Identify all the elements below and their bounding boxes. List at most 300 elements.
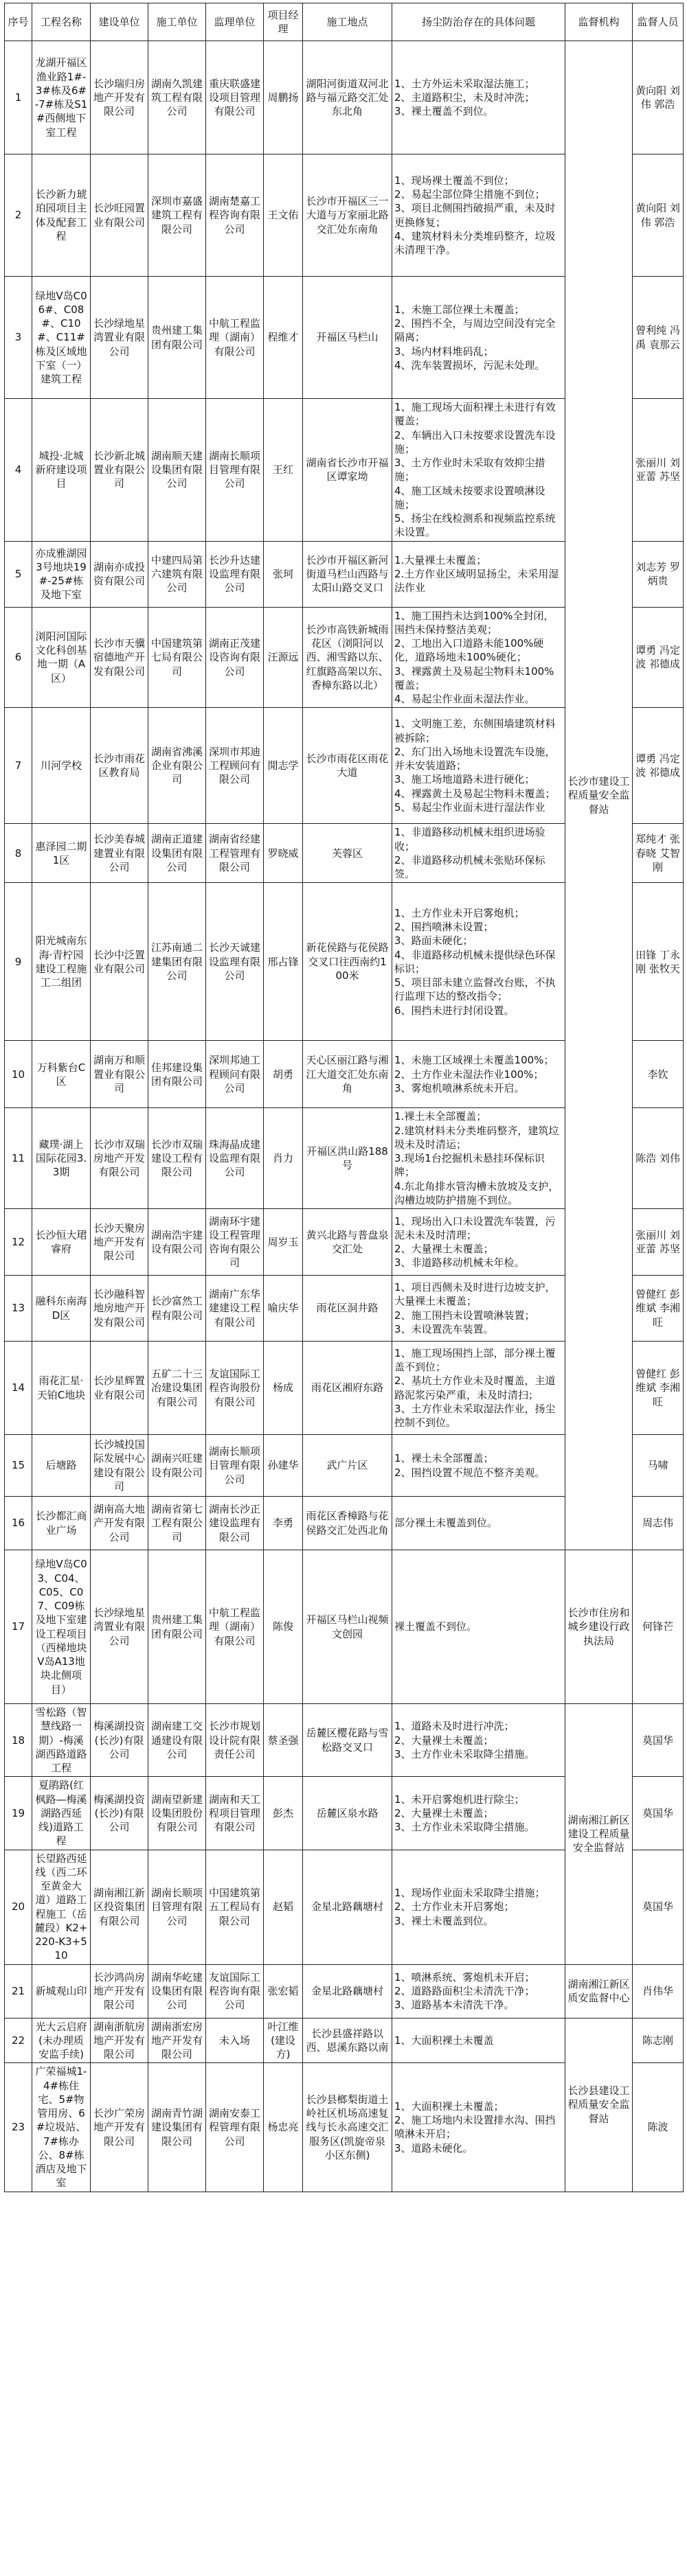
issue-item: 1.裸土未全部覆盖； <box>394 1110 487 1123</box>
supervisors: 肖伟华 <box>633 1964 684 2018</box>
supervision-agency: 湖南湘江新区建设工程质量安全监督站 <box>565 1704 633 1965</box>
builder-unit: 长沙中泛置业有限公司 <box>91 883 148 1041</box>
col-header-builder: 建设单位 <box>91 3 148 41</box>
construction-unit: 湖南省沸溪企业有限公司 <box>148 708 206 824</box>
project-name: 城投·北城新府建设项目 <box>32 399 91 542</box>
issue-item: 1、施工现场围挡上部，部分裸土覆盖不到位； <box>394 1346 556 1373</box>
supervisors: 曾利纯 冯禹 袁那云 <box>633 277 684 399</box>
dust-issues <box>392 41 565 154</box>
project-manager: 周鹏扬 <box>264 41 303 154</box>
issue-item: 3、土方作业未采取湿法作业，扬尘控制不到位。 <box>394 1402 556 1429</box>
row-number: 8 <box>5 824 32 883</box>
supervisors: 陈波 <box>633 2063 684 2192</box>
issue-item: 1、非道路移动机械未组织进场验收； <box>394 826 545 853</box>
builder-unit: 湖南湘江新区投资集团有限公司 <box>91 1850 148 1964</box>
dust-issues <box>392 2018 565 2063</box>
supervision-unit: 湖南长顺项目管理有限公司 <box>206 1435 264 1497</box>
issue-item: 1、道路未及时进行冲洗； <box>394 1720 515 1733</box>
construction-unit: 江苏南通二建集团有限公司 <box>148 883 206 1041</box>
supervision-unit: 长沙天诚建设监理有限公司 <box>206 883 264 1041</box>
construction-unit: 深圳市嘉盛建筑工程有限公司 <box>148 154 206 277</box>
issue-item: 1、未施工区域裸土未覆盖100%； <box>394 1054 554 1067</box>
issue-item: 3、场内材料堆码乱； <box>394 345 494 358</box>
supervisors: 莫国华 <box>633 1777 684 1850</box>
supervision-unit: 中航工程监理（湖南）有限公司 <box>206 277 264 399</box>
row-number: 15 <box>5 1435 32 1497</box>
inspection-table-container <box>4 3 683 2192</box>
dust-issues <box>392 1108 565 1209</box>
row-number: 19 <box>5 1777 32 1850</box>
issue-item: 2、围挡喷淋未设置； <box>394 921 494 933</box>
dust-issues <box>392 1550 565 1704</box>
builder-unit: 长沙旺园置业有限公司 <box>91 154 148 277</box>
project-manager: 王文佑 <box>264 154 303 277</box>
builder-unit: 长沙美春城建置业有限公司 <box>91 824 148 883</box>
construction-unit: 长沙市双瑞建设工程有限公司 <box>148 1108 206 1209</box>
issue-item: 4、易起尘作业面未湿法作业。 <box>394 693 535 705</box>
construction-unit: 中国建筑第七局有限公司 <box>148 607 206 708</box>
issue-item: 2、基坑土方作业未及时覆盖，主道路泥浆污染严重，未及时清扫； <box>394 1375 556 1401</box>
dust-issues <box>392 1777 565 1850</box>
construction-unit: 湖南浩宇建设有限公司 <box>148 1209 206 1276</box>
col-header-manager: 项目经理 <box>264 3 303 41</box>
construction-site: 黄兴北路与普盘泉交汇处 <box>303 1209 392 1276</box>
issue-item: 2、施工围挡未设置喷淋装置； <box>394 1309 535 1322</box>
builder-unit: 湖南亦成投资有限公司 <box>91 541 148 607</box>
builder-unit: 长沙市双瑞房地产开发有限公司 <box>91 1108 148 1209</box>
issue-item: 1、现场出入口未设置洗车装置，污泥未未及时清理； <box>394 1215 556 1241</box>
project-manager: 汪源远 <box>264 607 303 708</box>
project-name: 长望路西延线（西二环至黄金大道）道路工程施工（岳麓段）K2+220-K3+510 <box>32 1850 91 1964</box>
construction-unit: 湖南望新建设集团股份有限公司 <box>148 1777 206 1850</box>
project-name: 雪松路（智慧线路一期）-梅溪湖西路道路工程 <box>32 1704 91 1777</box>
builder-unit: 长沙新北城置业有限公司 <box>91 399 148 542</box>
project-name: 惠泽园二期1区 <box>32 824 91 883</box>
issue-item: 2、施工场地内未设置排水沟、围挡喷淋未开启； <box>394 2114 556 2141</box>
issue-item: 1.大量裸土未覆盖； <box>394 553 487 566</box>
builder-unit: 长沙绿地星湾置业有限公司 <box>91 277 148 399</box>
issue-item: 2、土方作业未湿法作业100%； <box>394 1068 544 1081</box>
issue-item: 1、施工围挡未达到100%全封闭，围挡未保持整洁美观； <box>394 609 554 636</box>
project-name: 雨花汇星·天铂C地块 <box>32 1342 91 1435</box>
construction-site: 雨花区湘府东路 <box>303 1342 392 1435</box>
supervision-unit: 未入场 <box>206 2018 264 2063</box>
issue-item: 2、土方作业未开启雾炮； <box>394 1900 515 1913</box>
supervisors: 马啸 <box>633 1435 684 1497</box>
issue-item: 5、易起尘作业面未进行湿法作业 <box>394 801 545 814</box>
dust-issues <box>392 1497 565 1550</box>
supervision-unit: 友谊国际工程咨询股份有限公司 <box>206 1342 264 1435</box>
supervision-unit: 深圳邦迪工程顾问有限公司 <box>206 1041 264 1108</box>
supervisors: 陈志刚 <box>633 2018 684 2063</box>
row-number: 3 <box>5 277 32 399</box>
project-name: 龙湖开福区渔业路1#-3#栋及6#-7#栋及S1#西侧地下室工程 <box>32 41 91 154</box>
issue-item: 1、大面积裸土未覆盖 <box>394 2034 494 2047</box>
dust-issues <box>392 1041 565 1108</box>
construction-unit: 湖南长顺项目管理有限公司 <box>148 1850 206 1964</box>
supervisors: 莫国华 <box>633 1704 684 1777</box>
construction-site: 芙蓉区 <box>303 824 392 883</box>
supervision-agency: 长沙县建设工程质量安全监督站 <box>565 2018 633 2192</box>
issue-item: 4、施工区域未按要求设置喷淋设施； <box>394 484 545 511</box>
supervisors: 刘志芳 罗炳贵 <box>633 541 684 607</box>
project-manager: 程维才 <box>264 277 303 399</box>
issue-item: 2、工地出入口道路未能100%硬化，道路场地未100%硬化； <box>394 637 544 664</box>
supervision-unit: 湖南安泰工程管理有限公司 <box>206 2063 264 2192</box>
issue-item: 1、裸土未全部覆盖； <box>394 1452 494 1465</box>
supervision-unit: 湖南省经建工程管理有限公司 <box>206 824 264 883</box>
issue-item: 4、非道路移动机械未提供绿色环保标识； <box>394 948 556 975</box>
table-row <box>5 1964 684 2018</box>
dust-issues <box>392 2063 565 2192</box>
supervision-agency: 长沙市建设工程质量安全监督站 <box>565 41 633 1550</box>
builder-unit: 长沙城投国际发展中心建设有限公司 <box>91 1435 148 1497</box>
project-manager: 王红 <box>264 399 303 542</box>
supervisors: 何锋芒 <box>633 1550 684 1704</box>
supervisors: 曾健红 彭维斌 李湘旺 <box>633 1276 684 1342</box>
row-number: 5 <box>5 541 32 607</box>
builder-unit: 梅溪湖投资(长沙)有限公司 <box>91 1704 148 1777</box>
project-manager: 閒志学 <box>264 708 303 824</box>
row-number: 16 <box>5 1497 32 1550</box>
dust-issues <box>392 607 565 708</box>
project-name: 绿地V岛C03、C04、C05、C07、C09栋及地下室建设工程项目（西梯地块V岛A13地块北侧项目） <box>32 1550 91 1704</box>
issue-item: 1、现场裸土覆盖不到位； <box>394 174 515 187</box>
supervisors: 黄向阳 刘伟 郭浩 <box>633 154 684 277</box>
row-number: 23 <box>5 2063 32 2192</box>
project-name: 川河学校 <box>32 708 91 824</box>
project-manager: 张宏韬 <box>264 1964 303 2018</box>
inspection-table <box>4 3 684 2192</box>
issue-item: 4、洗车装置损坏，污泥未处理。 <box>394 358 545 371</box>
issue-item: 3、非道路移动机械未年检。 <box>394 1256 525 1269</box>
issue-item: 3、施工场地道路未进行硬化； <box>394 773 535 786</box>
dust-issues <box>392 1209 565 1276</box>
row-number: 21 <box>5 1964 32 2018</box>
supervision-unit: 湖南环宇建设工程管理咨询有限公司 <box>206 1209 264 1276</box>
project-name: 新城观山印 <box>32 1964 91 2018</box>
supervisors: 黄向阳 刘伟 郭浩 <box>633 41 684 154</box>
issue-item: 2、大量裸土未覆盖； <box>394 1243 494 1255</box>
construction-unit: 湖南青竹湖建设集团有限公司 <box>148 2063 206 2192</box>
supervision-agency: 湖南湘江新区质安监督中心 <box>565 1964 633 2018</box>
issue-item: 1、项目西侧未及时进行边坡支护，大量裸土未覆盖； <box>394 1281 556 1308</box>
dust-issues <box>392 1435 565 1497</box>
project-manager: 李勇 <box>264 1497 303 1550</box>
issue-item: 2、车辆出入口未按要求设置洗车设施； <box>394 428 556 455</box>
project-manager: 罗晓威 <box>264 824 303 883</box>
issue-item: 3、土方作业未采取降尘措施。 <box>394 1747 535 1760</box>
row-number: 10 <box>5 1041 32 1108</box>
supervision-unit: 湖南正茂建设咨询有限公司 <box>206 607 264 708</box>
issue-item: 3、路面未硬化； <box>394 934 473 947</box>
supervisors: 李钦 <box>633 1041 684 1108</box>
project-manager: 邢占锋 <box>264 883 303 1041</box>
issue-item: 2、道路路面积尘未清洗干净； <box>394 1984 535 1997</box>
issue-item: 1、文明施工差，东侧围墙建筑材料被拆除； <box>394 717 556 744</box>
construction-site: 岳麓区樱花路与雪松路交叉口 <box>303 1704 392 1777</box>
project-manager: 孙建华 <box>264 1435 303 1497</box>
construction-site: 长沙市开福区新河街道马栏山西路与太阳山路交叉口 <box>303 541 392 607</box>
project-name: 融科东南海D区 <box>32 1276 91 1342</box>
issue-item: 2、东门出入场地未设置洗车设施，并未安装道路； <box>394 745 556 772</box>
construction-site: 新花侯路与花侯路交叉口往西南约100米 <box>303 883 392 1041</box>
issue-item: 2、非道路移动机械未张贴环保标签。 <box>394 853 545 880</box>
issue-item: 3、道路基本未清洗干净。 <box>394 1999 515 2012</box>
builder-unit: 湖南万和顺置业有限公司 <box>91 1041 148 1108</box>
construction-unit: 佳邦建设集团有限公司 <box>148 1041 206 1108</box>
builder-unit: 长沙绿地星湾置业有限公司 <box>91 1550 148 1704</box>
project-manager: 蔡圣强 <box>264 1704 303 1777</box>
construction-unit: 湖南久凯建筑工程有限公司 <box>148 41 206 154</box>
row-number: 18 <box>5 1704 32 1777</box>
issue-item: 2.土方作业区域明显扬尘，未采用湿法作业 <box>394 567 559 595</box>
table-row <box>5 1550 684 1704</box>
construction-site: 湖南省长沙市开福区谭家坳 <box>303 399 392 542</box>
construction-site: 长沙市开福区三一大道与万家丽北路交汇处东南角 <box>303 154 392 277</box>
issue-item: 3、未设置洗车装置。 <box>394 1322 494 1335</box>
table-row <box>5 2018 684 2063</box>
issue-item: 1、土方外运未采取湿法施工； <box>394 77 535 90</box>
supervisors: 周志伟 <box>633 1497 684 1550</box>
col-header-supervisor: 监理单位 <box>206 3 264 41</box>
project-manager: 杨成 <box>264 1342 303 1435</box>
col-header-no: 序号 <box>5 3 32 41</box>
project-manager: 叶江维(建设方) <box>264 2018 303 2063</box>
supervisors: 张丽川 刘亚蕾 苏坚 <box>633 399 684 542</box>
col-header-project: 工程名称 <box>32 3 91 41</box>
issue-item: 3、土方作业时未采取有效抑尘措施； <box>394 457 545 483</box>
dust-issues <box>392 1276 565 1342</box>
dust-issues <box>392 1342 565 1435</box>
issue-item: 6、围挡未进行封闭设置。 <box>394 1004 515 1017</box>
issue-item: 1、喷淋系统、雾炮机未开启； <box>394 1970 535 1983</box>
supervision-unit: 长沙升达建设监理有限公司 <box>206 541 264 607</box>
construction-site: 岳麓区泉水路 <box>303 1777 392 1850</box>
builder-unit: 梅溪湖投资(长沙)有限公司 <box>91 1777 148 1850</box>
project-name: 光大云启府(未办理质安监手续) <box>32 2018 91 2063</box>
issue-item: 4、建筑材料未分类堆码整齐，垃圾未清理干净。 <box>394 229 556 256</box>
supervisors: 莫国华 <box>633 1850 684 1964</box>
project-name: 长沙新力琥珀园项目主体及配套工程 <box>32 154 91 277</box>
construction-unit: 湖南正道建设集团有限公司 <box>148 824 206 883</box>
issue-item: 部分裸土未覆盖到位。 <box>394 1517 498 1530</box>
issue-item: 1、现场作业面未采取降尘措施； <box>394 1887 545 1900</box>
construction-unit: 湖南兴旺建设有限公司 <box>148 1435 206 1497</box>
project-manager: 杨忠亮 <box>264 2063 303 2192</box>
construction-unit: 长沙富然工程有限公司 <box>148 1276 206 1342</box>
row-number: 22 <box>5 2018 32 2063</box>
col-header-constructor: 施工单位 <box>148 3 206 41</box>
project-name: 广荣福城1-4#栋住宅、5#物管用房、6#垃圾站、7#栋办公、8#栋酒店及地下室 <box>32 2063 91 2192</box>
table-row <box>5 1704 684 1777</box>
row-number: 20 <box>5 1850 32 1964</box>
issue-item: 5、扬尘在线检测系和视频监控系统未设置。 <box>394 512 556 539</box>
construction-site: 雨花区香樟路与花侯路交汇处西北角 <box>303 1497 392 1550</box>
construction-site: 长沙县盛祥路以西、恩溪东路以南 <box>303 2018 392 2063</box>
project-name: 浏阳河国际文化科创基地一期（A区） <box>32 607 91 708</box>
issue-item: 2、围挡不全，与周边空间没有完全隔离； <box>394 317 556 344</box>
project-name: 万科紫台C区 <box>32 1041 91 1108</box>
row-number: 11 <box>5 1108 32 1209</box>
header-row <box>5 3 684 41</box>
supervision-unit: 重庆联盛建设项目管理有限公司 <box>206 41 264 154</box>
row-number: 4 <box>5 399 32 542</box>
builder-unit: 长沙市天骥宿德地产开发有限公司 <box>91 607 148 708</box>
dust-issues <box>392 1850 565 1964</box>
project-manager: 彭杰 <box>264 1777 303 1850</box>
row-number: 1 <box>5 41 32 154</box>
supervisors: 陈浩 刘伟 <box>633 1108 684 1209</box>
issue-item: 2.建筑材料未分类堆码整齐，建筑垃圾未及时清运； <box>394 1124 559 1151</box>
project-name: 阳光城南东海·青柠园建设工程施工二组团 <box>32 883 91 1041</box>
construction-site: 开福区马栏山视频文创园 <box>303 1550 392 1704</box>
issue-item: 3、裸露黄土及易起尘物料未100%覆盖； <box>394 665 554 691</box>
issue-item: 1、大面积裸土未覆盖； <box>394 2100 504 2113</box>
supervisors: 曾健红 彭维斌 李湘旺 <box>633 1342 684 1435</box>
row-number: 14 <box>5 1342 32 1435</box>
builder-unit: 长沙瑞归房地产开发有限公司 <box>91 41 148 154</box>
row-number: 13 <box>5 1276 32 1342</box>
construction-unit: 五矿二十三冶建设集团有限公司 <box>148 1342 206 1435</box>
supervision-unit: 湖南广东华建建设工程有限公司 <box>206 1276 264 1342</box>
supervision-unit: 湖南和天工程项目管理有限公司 <box>206 1777 264 1850</box>
issue-item: 4、裸露黄土及易起尘物料未覆盖； <box>394 787 556 800</box>
row-number: 17 <box>5 1550 32 1704</box>
construction-site: 雨花区洞井路 <box>303 1276 392 1342</box>
project-manager: 肖力 <box>264 1108 303 1209</box>
construction-site: 天心区丽江路与湘江大道交汇处东南角 <box>303 1041 392 1108</box>
project-name: 藏璞·湖上国际花园3.3期 <box>32 1108 91 1209</box>
issue-item: 3、道路未硬化。 <box>394 2141 473 2154</box>
supervision-unit: 友谊国际工程咨询有限公司 <box>206 1964 264 2018</box>
builder-unit: 长沙天聚房地产开发有限公司 <box>91 1209 148 1276</box>
supervisors: 张丽川 刘亚蕾 苏坚 <box>633 1209 684 1276</box>
builder-unit: 长沙融科智地房地产开发有限公司 <box>91 1276 148 1342</box>
supervisors: 谭勇 冯定波 祁德成 <box>633 607 684 708</box>
construction-site: 长沙县榔梨街道土岭社区机场高速复线与长永高速交汇服务区(凯旋帝泉小区东侧) <box>303 2063 392 2192</box>
issue-item: 1、土方作业未开启雾炮机； <box>394 906 525 919</box>
issue-item: 1、施工现场大面积裸土未进行有效覆盖； <box>394 401 556 428</box>
construction-unit: 湖南建工交通建设有限公司 <box>148 1704 206 1777</box>
project-manager: 喻庆华 <box>264 1276 303 1342</box>
project-manager: 赵韬 <box>264 1850 303 1964</box>
supervision-agency: 长沙市住房和城乡建设行政执法局 <box>565 1550 633 1704</box>
project-manager: 陈俊 <box>264 1550 303 1704</box>
construction-unit: 中建四局第六建筑有限公司 <box>148 541 206 607</box>
issue-item: 3、土方作业未采取降尘措施。 <box>394 1821 535 1833</box>
dust-issues <box>392 154 565 277</box>
construction-unit: 贵州建工集团有限公司 <box>148 277 206 399</box>
issue-item: 2、大量裸土未覆盖； <box>394 1734 494 1747</box>
issue-item: 5、项目部未建立监督改台账，不执行监理下达的整改指令； <box>394 976 556 1003</box>
construction-site: 开福区洪山路188号 <box>303 1108 392 1209</box>
construction-site: 长沙市高铁新城雨花区（浏阳河以西、湘雪路以东、红旗路高架以东、香樟东路以北） <box>303 607 392 708</box>
row-number: 6 <box>5 607 32 708</box>
construction-site: 开福区马栏山 <box>303 277 392 399</box>
project-name: 亦成雅湖园3号地块19#-25#栋及地下室 <box>32 541 91 607</box>
table-row <box>5 41 684 154</box>
supervisors: 田锋 丁永刚 张牧天 <box>633 883 684 1041</box>
supervision-unit: 湖南楚嘉工程咨询有限公司 <box>206 154 264 277</box>
supervision-unit: 湖南长沙正建设监理有限公司 <box>206 1497 264 1550</box>
builder-unit: 长沙广荣房地产开发有限公司 <box>91 2063 148 2192</box>
project-name: 夏鹃路(红枫路—梅溪湖路西延线)道路工程 <box>32 1777 91 1850</box>
issue-item: 2、围挡设置不规范不整齐美观。 <box>394 1466 545 1479</box>
dust-issues <box>392 399 565 542</box>
construction-site: 长沙市雨花区雨花大道 <box>303 708 392 824</box>
col-header-agency: 监督机构 <box>565 3 633 41</box>
supervision-unit: 中国建筑第五工程局有限公司 <box>206 1850 264 1964</box>
project-manager: 周岁玉 <box>264 1209 303 1276</box>
dust-issues <box>392 883 565 1041</box>
supervision-unit: 珠海晶成建设监理有限公司 <box>206 1108 264 1209</box>
project-manager: 张珂 <box>264 541 303 607</box>
project-name: 长沙恒大珺睿府 <box>32 1209 91 1276</box>
construction-unit: 湖南省第七工程有限公司 <box>148 1497 206 1550</box>
col-header-staff: 监督人员 <box>633 3 684 41</box>
construction-unit: 湖南华屹建设集团有限公司 <box>148 1964 206 2018</box>
project-manager: 胡勇 <box>264 1041 303 1108</box>
issue-item: 3、项目北侧围挡破损严重，未及时更换修复； <box>394 202 556 229</box>
supervisors: 郑纯才 张春晓 艾智刚 <box>633 824 684 883</box>
issue-item: 2、主道路积尘，未及时冲洗； <box>394 91 535 104</box>
issue-item: 3、雾炮机喷淋系统未开启。 <box>394 1081 525 1094</box>
dust-issues <box>392 1704 565 1777</box>
row-number: 9 <box>5 883 32 1041</box>
construction-site: 金星北路藕塘村 <box>303 1850 392 1964</box>
row-number: 2 <box>5 154 32 277</box>
supervisors: 谭勇 冯定波 祁德成 <box>633 708 684 824</box>
row-number: 7 <box>5 708 32 824</box>
issue-item: 1、未开启雾炮机进行除尘； <box>394 1793 525 1806</box>
issue-item: 3.现场1台挖掘机未悬挂环保标识牌； <box>394 1152 545 1179</box>
dust-issues <box>392 541 565 607</box>
issue-item: 4.东北角排水管沟槽未放坡及支护，沟槽边坡防护措施不到位。 <box>394 1180 559 1206</box>
issue-item: 裸土覆盖不到位。 <box>394 1620 477 1633</box>
issue-item: 2、易起尘部位降尘措施不到位； <box>394 188 545 200</box>
construction-site: 湖阳河街道双河北路与福元路交汇处东北角 <box>303 41 392 154</box>
supervision-unit: 湖南长顺项目管理有限公司 <box>206 399 264 542</box>
project-name: 长沙都汇商业广场 <box>32 1497 91 1550</box>
supervision-unit: 长沙市规划设计院有限责任公司 <box>206 1704 264 1777</box>
table-body <box>5 41 684 2192</box>
construction-unit: 贵州建工集团有限公司 <box>148 1550 206 1704</box>
issue-item: 3、裸土未覆盖到位。 <box>394 1914 494 1927</box>
construction-unit: 湖南浙宏房地产开发有限公司 <box>148 2018 206 2063</box>
col-header-location: 施工地点 <box>303 3 392 41</box>
dust-issues <box>392 824 565 883</box>
builder-unit: 长沙鸿尚房地产开发有限公司 <box>91 1964 148 2018</box>
issue-item: 3、裸土覆盖不到位。 <box>394 105 494 118</box>
supervision-unit: 中航工程监理（湖南）有限公司 <box>206 1550 264 1704</box>
construction-site: 武广片区 <box>303 1435 392 1497</box>
project-name: 绿地V岛C06#、C08#、C10#、C11#栋及区域地下室（一）建筑工程 <box>32 277 91 399</box>
dust-issues <box>392 1964 565 2018</box>
supervision-unit: 深圳市邦迪工程顾问有限公司 <box>206 708 264 824</box>
builder-unit: 湖南高大地产开发有限公司 <box>91 1497 148 1550</box>
builder-unit: 长沙市雨花区教育局 <box>91 708 148 824</box>
issue-item: 2、大量裸土未覆盖； <box>394 1806 494 1819</box>
construction-site: 金星北路藕塘村 <box>303 1964 392 2018</box>
dust-issues <box>392 708 565 824</box>
dust-issues <box>392 277 565 399</box>
construction-unit: 湖南顺天建设集团有限公司 <box>148 399 206 542</box>
builder-unit: 长沙星辉置业有限公司 <box>91 1342 148 1435</box>
col-header-issues: 扬尘防治存在的具体问题 <box>392 3 565 41</box>
project-name: 后塘路 <box>32 1435 91 1497</box>
issue-item: 1、未施工部位裸土未覆盖； <box>394 303 525 316</box>
